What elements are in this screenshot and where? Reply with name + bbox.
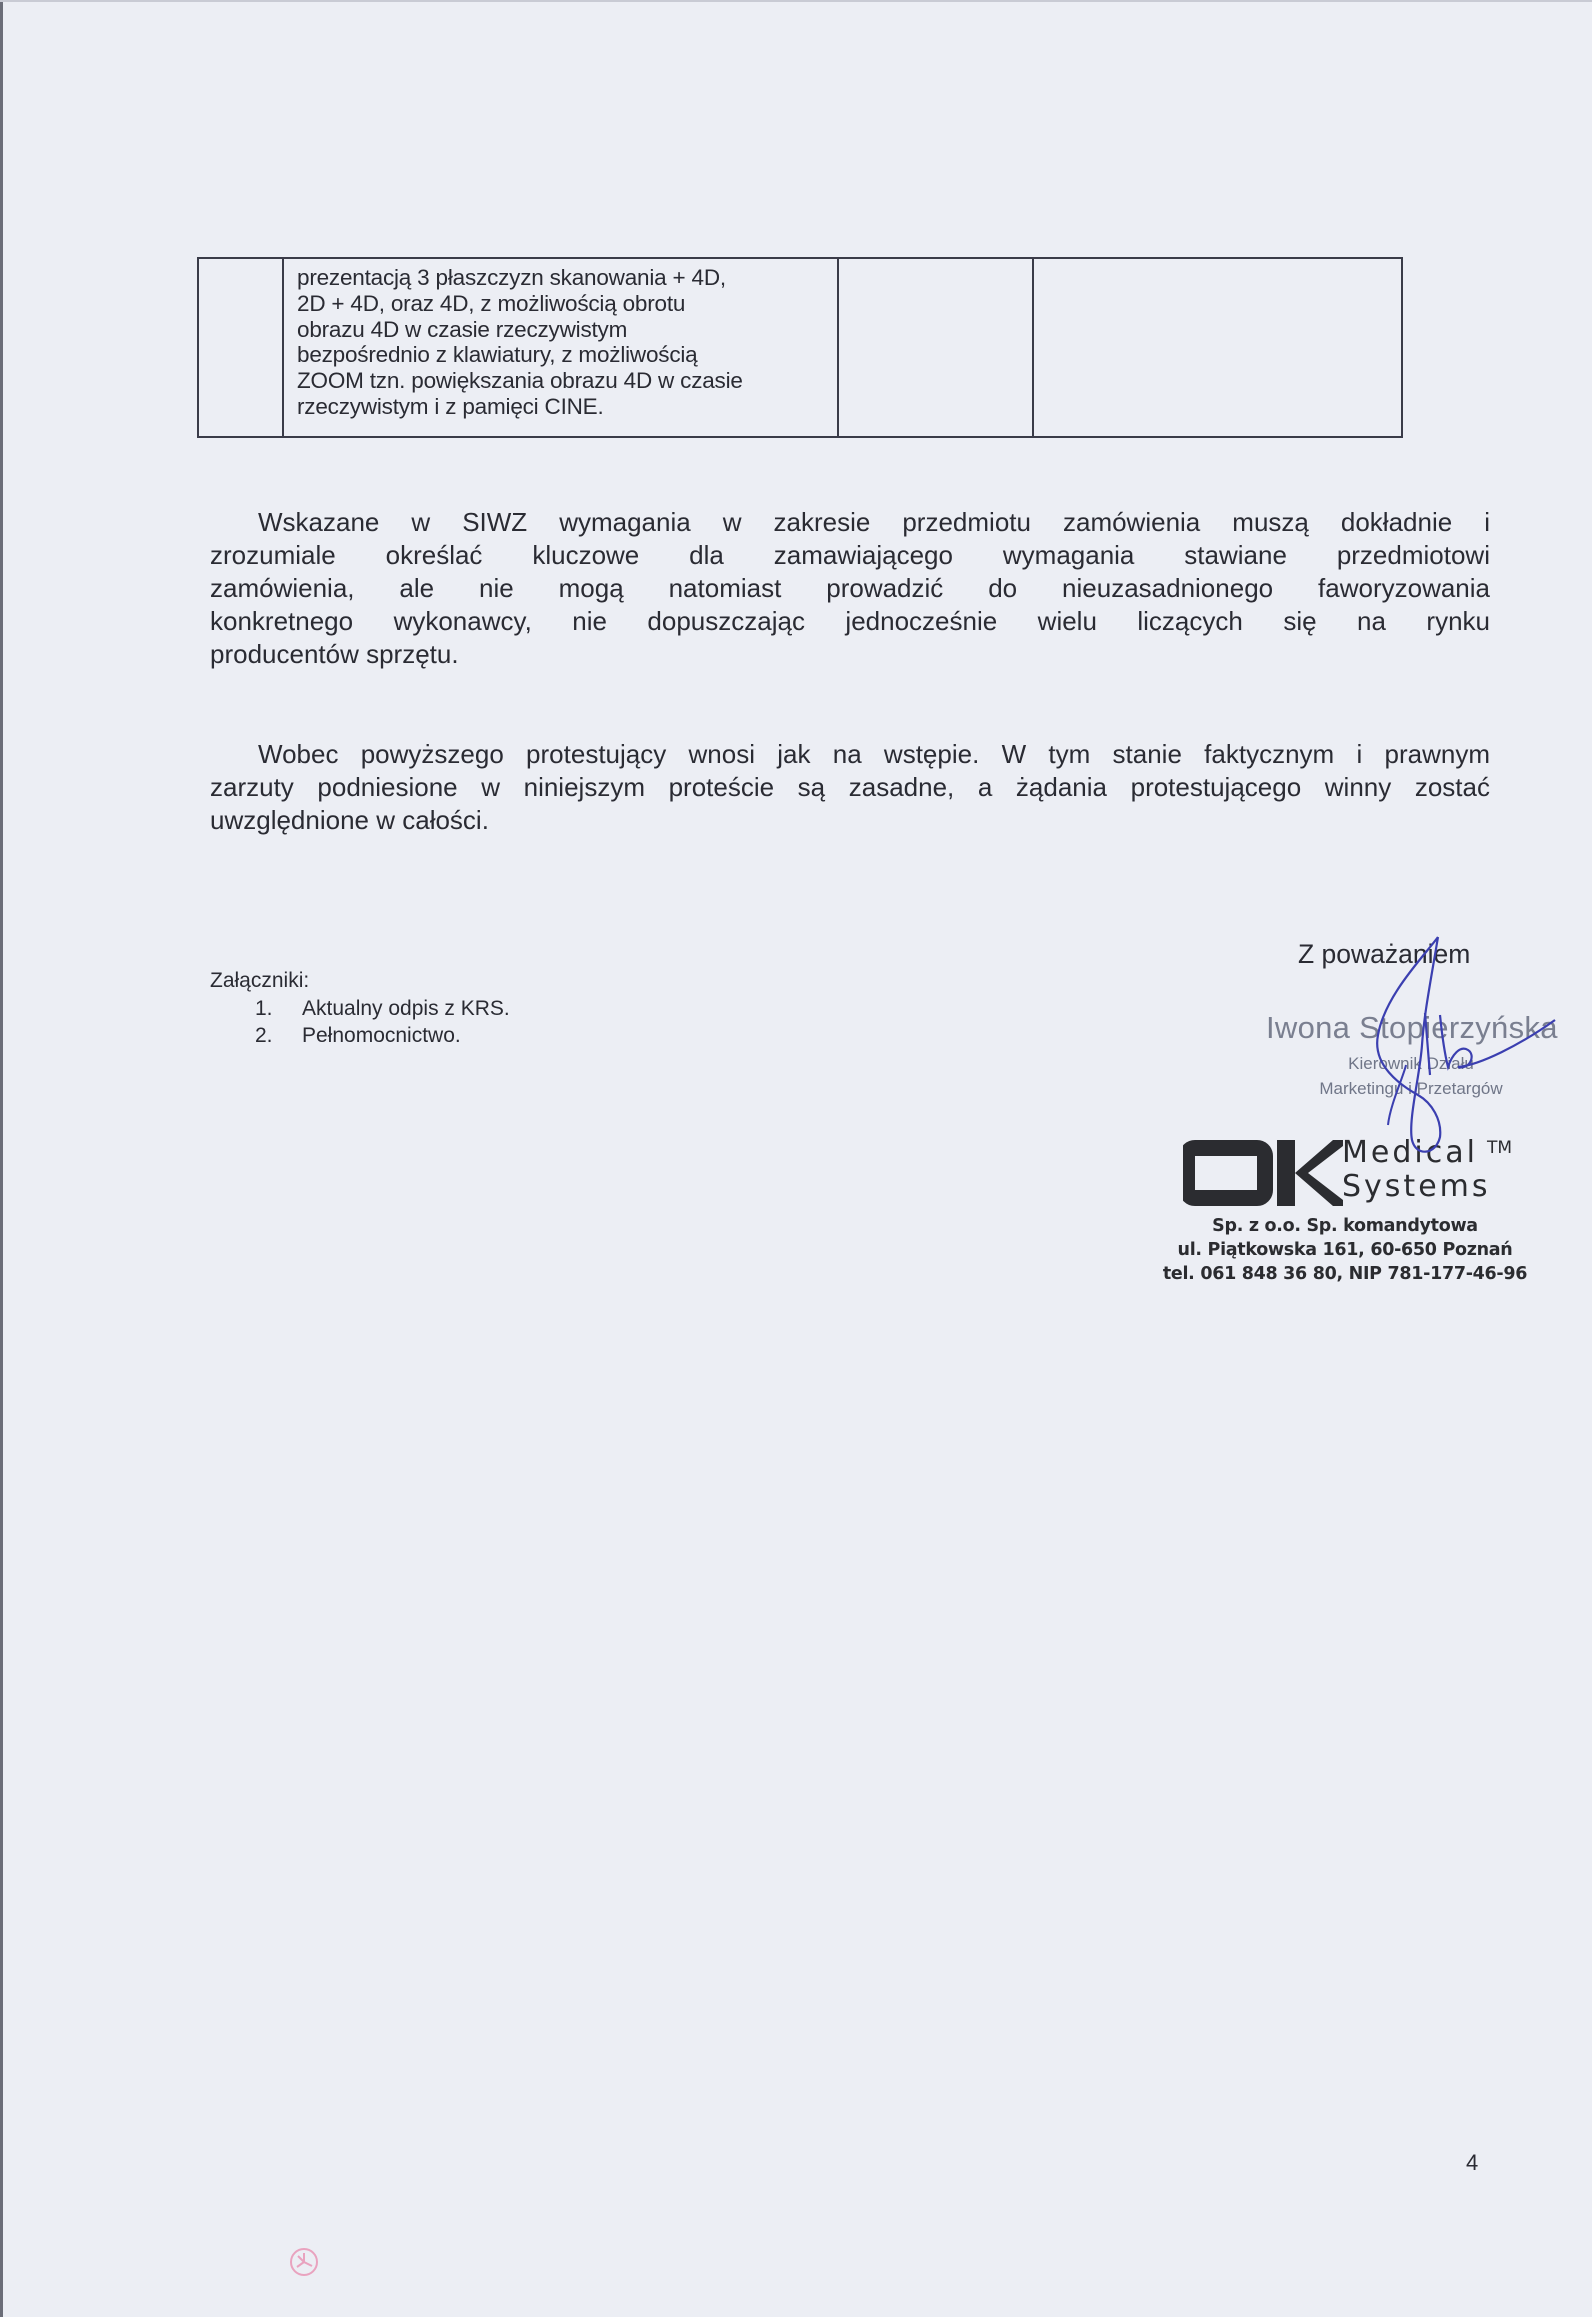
- attachments-title: Załączniki:: [210, 969, 310, 992]
- attachment-number: 1.: [255, 997, 273, 1020]
- paragraph-line: zrozumiale określać kluczowe dla zamawiającego wymagania stawiane przedmiotowi: [210, 540, 1490, 570]
- company-legal-form: Sp. z o.o. Sp. komandytowa: [1212, 1216, 1478, 1236]
- table-row: [198, 258, 1402, 437]
- requirement-text: [284, 259, 837, 420]
- paragraph-line: producentów sprzętu.: [210, 639, 459, 669]
- company-contact: tel. 061 848 36 80, NIP 781-177-46-96: [1162, 1264, 1528, 1284]
- paragraph-conclusion: [210, 738, 1490, 837]
- recycle-icon: [288, 2246, 320, 2278]
- table-cell-number: [198, 258, 283, 437]
- attachment-item: [210, 1022, 461, 1049]
- requirement-line: obrazu 4D w czasie rzeczywistym: [297, 316, 628, 342]
- requirement-line: prezentacją 3 płaszczyzn skanowania + 4D,: [297, 265, 726, 290]
- logo-k-stem: [1277, 1140, 1295, 1206]
- table-cell-empty: [1033, 258, 1402, 437]
- logo-k-arm: [1295, 1140, 1343, 1206]
- page-number: 4: [1466, 2150, 1479, 2175]
- paragraph-line: Wobec powyższego protestujący wnosi jak na wstępie. W tym stanie faktycznym i prawnym: [258, 739, 1490, 769]
- paragraph-line: uwzględnione w całości.: [210, 805, 489, 835]
- logo-o-shape: [1187, 1148, 1265, 1198]
- scan-edge-left: [0, 0, 3, 2317]
- company-address: ul. Piątkowska 161, 60-650 Poznań: [1177, 1240, 1513, 1260]
- stamp-name: Iwona Stopierzyńska: [1266, 1010, 1558, 1045]
- closing-salutation: Z poważaniem: [1298, 939, 1471, 969]
- stamp-role: Marketingu i Przetargów: [1319, 1079, 1503, 1098]
- requirement-line: 2D + 4D, oraz 4D, z możliwością obrotu: [297, 290, 686, 316]
- logo-trademark: TM: [1487, 1138, 1513, 1158]
- ok-logo-icon: [1183, 1140, 1343, 1206]
- requirement-line: rzeczywistym i z pamięci CINE.: [297, 393, 604, 419]
- requirement-line: ZOOM tzn. powiększania obrazu 4D w czasie: [297, 368, 743, 394]
- attachment-number: 2.: [255, 1024, 273, 1047]
- paragraph-line: zarzuty podniesione w niniejszym proteście są zasadne, a żądania protestującego winny zostać: [210, 772, 1490, 802]
- paragraph-line: zamówienia, ale nie mogą natomiast prowadzić do nieuzasadnionego faworyzowania: [210, 573, 1490, 603]
- requirement-line: bezpośrednio z klawiatury, z możliwością: [297, 342, 698, 368]
- table-cell-requirement: [283, 258, 838, 437]
- scan-edge-top: [0, 0, 1592, 2]
- attachment-text: Pełnomocnictwo.: [302, 1024, 461, 1047]
- table-cell-empty: [838, 258, 1033, 437]
- attachment-text: Aktualny odpis z KRS.: [302, 997, 510, 1020]
- attachment-item: [210, 995, 510, 1022]
- specification-table: [197, 257, 1403, 438]
- paragraph-line: Wskazane w SIWZ wymagania w zakresie przedmiotu zamówienia muszą dokładnie i: [258, 507, 1490, 537]
- stamp-role: Kierownik Działu: [1348, 1054, 1474, 1073]
- attachments-list: [210, 967, 510, 1049]
- paragraph-line: konkretnego wykonawcy, nie dopuszczając jednocześnie wielu liczących się na rynku: [210, 606, 1490, 636]
- logo-word-medical: Medical: [1342, 1135, 1478, 1170]
- paragraph-requirements: [210, 506, 1490, 671]
- logo-word-systems: Systems: [1342, 1169, 1491, 1204]
